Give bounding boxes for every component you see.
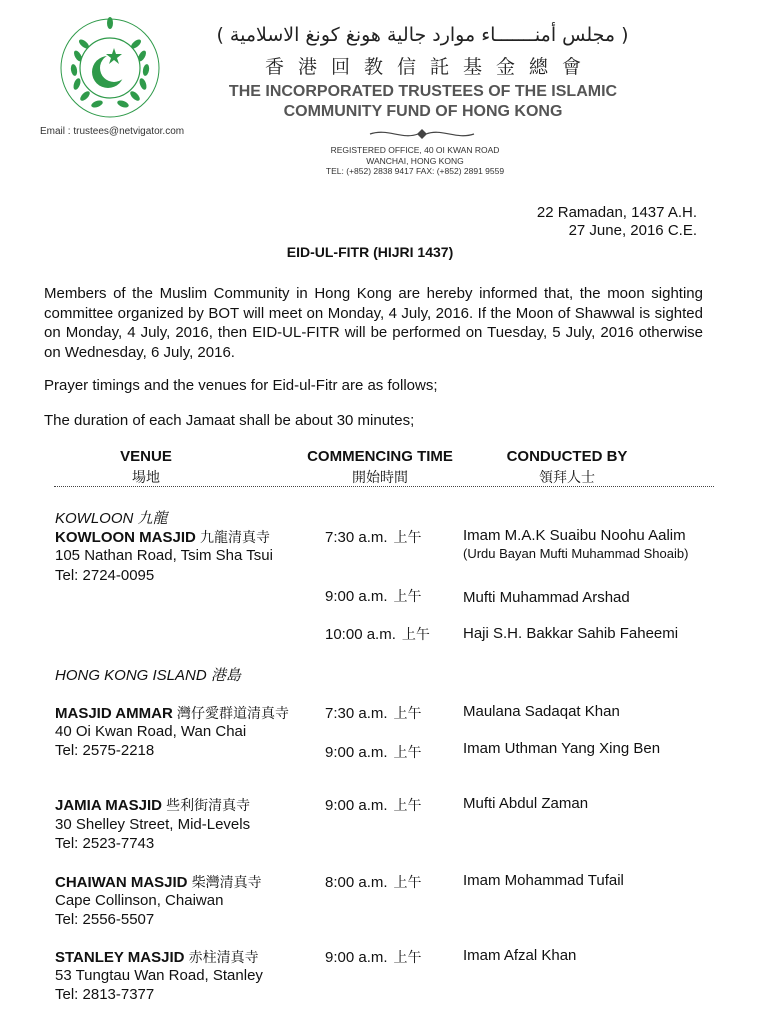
arabic-org-name: ( مجلس أمنـــــــاء موارد جالية هونغ كونغ الاسلامية )	[216, 24, 629, 46]
session-imam: Imam Afzal Khan	[463, 947, 577, 964]
session-imam: Mufti Muhammad Arshad	[463, 589, 630, 606]
venue-tel: Tel: 2523-7743	[55, 835, 155, 852]
session-time: 9:00 a.m. 上午	[325, 949, 422, 966]
venue-name: CHAIWAN MASJID 柴灣清真寺	[55, 874, 262, 891]
duration-line: The duration of each Jamaat shall be about 30 minutes;	[44, 412, 415, 429]
chinese-org-name: 香港回教信託基金總會	[264, 56, 595, 78]
prayer-intro-line: Prayer timings and the venues for Eid-ul-Fitr are as follows;	[44, 377, 438, 394]
venue-name: KOWLOON MASJID 九龍清真寺	[55, 529, 271, 546]
crescent-star-wreath-seal-icon	[58, 16, 162, 120]
session-time: 9:00 a.m. 上午	[325, 797, 422, 814]
column-header-venue: VENUE	[120, 448, 172, 465]
session-imam-note: (Urdu Bayan Mufti Muhammad Shoaib)	[463, 546, 689, 561]
session-imam: Mufti Abdul Zaman	[463, 795, 589, 812]
venue-name: MASJID AMMAR 灣仔愛群道清真寺	[55, 705, 289, 722]
session-time: 9:00 a.m. 上午	[325, 588, 422, 605]
email-address: Email : trustees@netvigator.com	[40, 126, 185, 137]
announcement-paragraph: Members of the Muslim Community in Hong Kong are hereby informed that, the moon sighting committee organized by BOT will meet on Monday, 4 July, 2016. If the Moon of Shawwal is sighted on Monday, 4 July, 2016, then EID-UL-FITR will be performed on Tuesday, 5 July, 2016 otherwise on Wednesday, 6 July, 2016.	[44, 285, 703, 361]
session-imam: Imam Mohammad Tufail	[463, 872, 624, 889]
session-time: 9:00 a.m. 上午	[325, 744, 422, 761]
session-time: 10:00 a.m. 上午	[325, 626, 430, 643]
venue-name: STANLEY MASJID 赤柱清真寺	[55, 949, 259, 966]
venue-tel: Tel: 2556-5507	[55, 911, 155, 928]
header-divider	[54, 486, 714, 487]
address-line-1: REGISTERED OFFICE, 40 OI KWAN ROAD	[330, 145, 500, 155]
ornament-divider-icon	[368, 126, 476, 142]
column-header-venue-zh: 場地	[132, 470, 160, 486]
document-title: EID-UL-FITR (HIJRI 1437)	[286, 244, 454, 260]
contact-line: TEL: (+852) 2838 9417 FAX: (+852) 2891 9559	[325, 166, 505, 176]
org-name-line-2: COMMUNITY FUND OF HONG KONG	[283, 103, 563, 120]
venue-name: JAMIA MASJID 些利街清真寺	[55, 797, 251, 814]
column-header-time: COMMENCING TIME	[307, 448, 453, 465]
venue-address: 53 Tungtau Wan Road, Stanley	[55, 967, 263, 984]
gregorian-date: 27 June, 2016 C.E.	[568, 222, 697, 239]
venue-address: 30 Shelley Street, Mid-Levels	[55, 816, 251, 833]
region-kowloon: KOWLOON 九龍	[55, 510, 168, 527]
address-line-2: WANCHAI, HONG KONG	[366, 156, 464, 166]
session-imam: Imam M.A.K Suaibu Noohu Aalim	[463, 527, 686, 544]
org-name-line-1: THE INCORPORATED TRUSTEES OF THE ISLAMIC	[228, 83, 618, 100]
session-imam: Haji S.H. Bakkar Sahib Faheemi	[463, 625, 679, 642]
column-header-time-zh: 開始時間	[352, 470, 408, 486]
column-header-conducted-by-zh: 領拜人士	[539, 470, 595, 486]
venue-tel: Tel: 2813-7377	[55, 986, 155, 1003]
venue-address: Cape Collinson, Chaiwan	[55, 892, 224, 909]
region-hong-kong-island: HONG KONG ISLAND 港島	[55, 667, 241, 684]
column-header-conducted-by: CONDUCTED BY	[506, 448, 628, 465]
session-time: 8:00 a.m. 上午	[325, 874, 422, 891]
venue-address: 40 Oi Kwan Road, Wan Chai	[55, 723, 247, 740]
venue-tel: Tel: 2724-0095	[55, 567, 155, 584]
venue-address: 105 Nathan Road, Tsim Sha Tsui	[55, 547, 273, 564]
session-time: 7:30 a.m. 上午	[325, 705, 422, 722]
venue-tel: Tel: 2575-2218	[55, 742, 155, 759]
hijri-date: 22 Ramadan, 1437 A.H.	[536, 204, 697, 221]
session-imam: Maulana Sadaqat Khan	[463, 703, 620, 720]
session-time: 7:30 a.m. 上午	[325, 529, 422, 546]
session-imam: Imam Uthman Yang Xing Ben	[463, 740, 661, 757]
